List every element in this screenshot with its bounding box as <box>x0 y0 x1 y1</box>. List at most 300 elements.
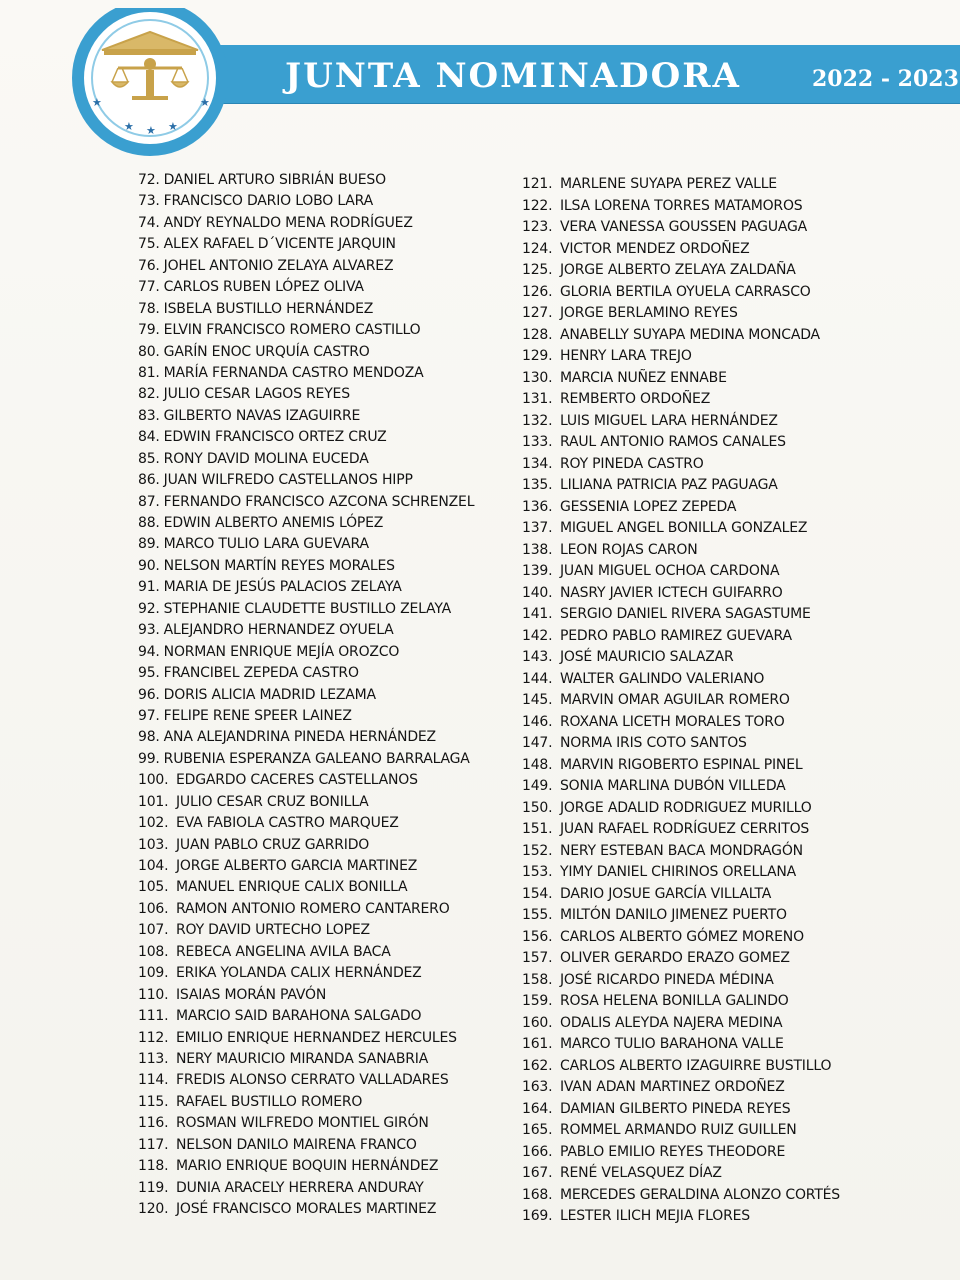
list-item-name: EMILIO ENRIQUE HERNANDEZ HERCULES <box>176 1029 457 1046</box>
list-item-name: MARCIO SAID BARAHONA SALGADO <box>176 1008 422 1025</box>
list-item-name: GESSENIA LOPEZ ZEPEDA <box>560 498 737 515</box>
list-item-name: HENRY LARA TREJO <box>560 348 692 364</box>
list-item-number: 78. <box>138 300 160 317</box>
list-item-name: FERNANDO FRANCISCO AZCONA SCHRENZEL <box>163 493 475 510</box>
list-item-name: NORMA IRIS COTO SANTOS <box>560 735 747 751</box>
list-item <box>522 712 932 734</box>
list-item-number: 137. <box>522 520 553 536</box>
list-item <box>522 497 932 519</box>
list-item-name: MARCIA NUÑEZ ENNABE <box>560 369 727 386</box>
list-item-number: 135. <box>522 477 553 493</box>
list-item <box>138 191 498 212</box>
header-years: 2022 - 2023 <box>812 66 959 92</box>
list-item <box>138 749 498 770</box>
list-item-name: STEPHANIE CLAUDETTE BUSTILLO ZELAYA <box>163 600 451 617</box>
list-item <box>138 899 498 920</box>
list-item <box>138 299 498 320</box>
list-item-name: JORGE ALBERTO ZELAYA ZALDAÑA <box>560 262 796 278</box>
list-item-number: 126. <box>522 283 553 300</box>
list-item-name: ALEX RAFAEL D´VICENTE JARQUIN <box>163 236 396 253</box>
list-item-name: EDWIN FRANCISCO ORTEZ CRUZ <box>163 429 387 446</box>
list-item-number: 116. <box>138 1115 169 1132</box>
list-item-name: ODALIS ALEYDA NAJERA MEDINA <box>560 1014 783 1031</box>
list-item <box>522 884 932 906</box>
list-item-number: 109. <box>138 965 169 982</box>
list-item <box>138 1178 498 1199</box>
list-item <box>138 856 498 877</box>
list-item <box>138 1199 498 1220</box>
list-item <box>522 862 932 884</box>
list-item <box>522 561 932 583</box>
list-item <box>522 239 932 261</box>
list-item <box>522 389 932 411</box>
list-item-number: 86. <box>138 472 160 489</box>
list-item-number: 151. <box>522 821 553 837</box>
list-item-name: ANDY REYNALDO MENA RODRÍGUEZ <box>163 214 413 231</box>
list-item-number: 158. <box>522 971 553 988</box>
candidate-list-right <box>522 174 932 1228</box>
list-item-name: MARCO TULIO LARA GUEVARA <box>163 536 369 553</box>
list-item-name: YIMY DANIEL CHIRINOS ORELLANA <box>560 864 797 880</box>
list-item <box>522 475 932 497</box>
svg-text:★: ★ <box>168 120 178 133</box>
list-item <box>138 513 498 534</box>
list-item-name: JORGE ADALID RODRIGUEZ MURILLO <box>560 799 812 816</box>
list-item <box>522 1185 932 1207</box>
list-item <box>138 577 498 598</box>
list-item-number: 133. <box>522 434 553 450</box>
list-item-name: ISAIAS MORÁN PAVÓN <box>176 986 327 1003</box>
list-item <box>138 963 498 984</box>
list-item-name: JORGE ALBERTO GARCIA MARTINEZ <box>176 858 418 874</box>
list-item-number: 102. <box>138 815 169 832</box>
list-item <box>138 256 498 277</box>
list-item-name: ALEJANDRO HERNANDEZ OYUELA <box>163 622 394 639</box>
list-item-number: 142. <box>522 627 553 644</box>
list-item <box>138 320 498 341</box>
list-item-name: NELSON MARTÍN REYES MORALES <box>163 557 395 574</box>
list-item-number: 140. <box>522 584 553 601</box>
list-item-name: FREDIS ALONSO CERRATO VALLADARES <box>176 1072 449 1089</box>
list-item <box>522 798 932 820</box>
list-item <box>138 470 498 491</box>
list-item-number: 119. <box>138 1179 169 1196</box>
list-item <box>522 325 932 347</box>
list-item-name: NELSON DANILO MAIRENA FRANCO <box>176 1136 417 1153</box>
list-item-number: 92. <box>138 600 160 617</box>
list-item <box>522 604 932 626</box>
list-item <box>138 1135 498 1156</box>
list-item-name: JOHEL ANTONIO ZELAYA ALVAREZ <box>163 257 394 274</box>
list-item <box>138 1113 498 1134</box>
list-item-number: 154. <box>522 885 553 902</box>
list-item-number: 121. <box>522 176 553 192</box>
list-item-name: LILIANA PATRICIA PAZ PAGUAGA <box>560 477 778 493</box>
list-item-name: ROSMAN WILFREDO MONTIEL GIRÓN <box>176 1115 429 1132</box>
list-item-number: 85. <box>138 450 160 467</box>
list-item-name: EVA FABIOLA CASTRO MARQUEZ <box>176 815 399 832</box>
list-item-number: 127. <box>522 305 553 321</box>
list-item-number: 162. <box>522 1057 553 1074</box>
list-item-name: REMBERTO ORDOÑEZ <box>560 391 711 407</box>
list-item <box>522 1034 932 1056</box>
list-item-name: VERA VANESSA GOUSSEN PAGUAGA <box>560 219 808 235</box>
list-item-number: 72. <box>138 172 160 188</box>
list-item-name: ERIKA YOLANDA CALIX HERNÁNDEZ <box>176 965 422 982</box>
list-item-number: 128. <box>522 326 553 343</box>
list-item <box>138 384 498 405</box>
list-item-number: 89. <box>138 536 160 553</box>
list-item-number: 97. <box>138 707 160 724</box>
list-item <box>522 776 932 798</box>
list-item <box>522 755 932 777</box>
list-item-number: 81. <box>138 364 160 381</box>
list-item <box>522 626 932 648</box>
list-item <box>522 1142 932 1164</box>
list-item <box>138 1006 498 1027</box>
list-item-number: 117. <box>138 1136 169 1153</box>
list-item-number: 159. <box>522 993 553 1009</box>
list-item <box>522 905 932 927</box>
list-item-name: NASRY JAVIER ICTECH GUIFARRO <box>560 584 783 601</box>
list-item <box>522 583 932 605</box>
list-item <box>138 342 498 363</box>
list-item-number: 139. <box>522 563 553 579</box>
list-item-name: LEON ROJAS CARON <box>560 541 698 558</box>
list-item-number: 167. <box>522 1165 553 1181</box>
list-item-name: SERGIO DANIEL RIVERA SAGASTUME <box>560 606 811 622</box>
list-item-number: 148. <box>522 756 553 773</box>
list-item-name: GLORIA BERTILA OYUELA CARRASCO <box>560 283 811 300</box>
list-item-number: 95. <box>138 665 160 682</box>
list-item-number: 123. <box>522 219 553 235</box>
list-item-name: GARÍN ENOC URQUÍA CASTRO <box>163 343 370 360</box>
list-item-number: 129. <box>522 348 553 364</box>
list-item-name: DARIO JOSUE GARCÍA VILLALTA <box>560 885 772 902</box>
svg-text:★: ★ <box>146 124 156 137</box>
list-item-number: 168. <box>522 1186 553 1203</box>
list-item <box>522 1206 932 1228</box>
list-item <box>138 599 498 620</box>
list-item-name: JOSÉ RICARDO PINEDA MÉDINA <box>560 971 774 988</box>
list-item-number: 110. <box>138 986 169 1003</box>
list-item-name: LUIS MIGUEL LARA HERNÁNDEZ <box>560 412 778 429</box>
list-item <box>522 819 932 841</box>
list-item-number: 99. <box>138 750 160 767</box>
list-item-number: 122. <box>522 197 553 214</box>
list-item-number: 160. <box>522 1014 553 1031</box>
list-item-name: RAUL ANTONIO RAMOS CANALES <box>560 434 786 450</box>
list-item-name: MILTÓN DANILO JIMENEZ PUERTO <box>560 907 787 923</box>
list-item-name: DUNIA ARACELY HERRERA ANDURAY <box>176 1179 424 1196</box>
list-item-number: 87. <box>138 493 160 510</box>
svg-text:★: ★ <box>124 120 134 133</box>
list-item-name: RUBENIA ESPERANZA GALEANO BARRALAGA <box>163 750 470 767</box>
list-item-number: 100. <box>138 772 169 789</box>
candidate-list-left <box>138 170 498 1220</box>
list-item-name: DANIEL ARTURO SIBRIÁN BUESO <box>163 172 386 188</box>
list-item-number: 152. <box>522 842 553 859</box>
list-item-name: MIGUEL ANGEL BONILLA GONZALEZ <box>560 520 808 536</box>
list-item-name: MARCO TULIO BARAHONA VALLE <box>560 1036 784 1052</box>
list-item-number: 76. <box>138 257 160 274</box>
list-item-number: 93. <box>138 622 160 639</box>
list-item-name: RENÉ VELASQUEZ DÍAZ <box>560 1165 722 1181</box>
list-item-number: 101. <box>138 793 169 810</box>
list-item <box>138 277 498 298</box>
list-item-name: DAMIAN GILBERTO PINEDA REYES <box>560 1100 791 1117</box>
list-item-name: MANUEL ENRIQUE CALIX BONILLA <box>176 879 408 896</box>
list-item-number: 146. <box>522 713 553 730</box>
list-item-number: 131. <box>522 391 553 407</box>
list-item-number: 91. <box>138 579 160 596</box>
list-item-number: 145. <box>522 692 553 708</box>
list-item <box>522 1077 932 1099</box>
list-item-number: 134. <box>522 455 553 472</box>
list-item <box>138 363 498 384</box>
list-item-name: JOSÉ MAURICIO SALAZAR <box>560 649 734 665</box>
list-item <box>138 642 498 663</box>
list-item-number: 143. <box>522 649 553 665</box>
list-item-name: PEDRO PABLO RAMIREZ GUEVARA <box>560 627 792 644</box>
list-item-name: ISBELA BUSTILLO HERNÁNDEZ <box>163 300 374 317</box>
list-item-name: MARLENE SUYAPA PEREZ VALLE <box>560 176 777 192</box>
list-item <box>522 432 932 454</box>
list-item <box>138 792 498 813</box>
list-item-number: 79. <box>138 322 160 339</box>
list-item-name: JUAN PABLO CRUZ GARRIDO <box>176 836 370 853</box>
list-item <box>522 217 932 239</box>
list-item-number: 163. <box>522 1079 553 1095</box>
list-item-number: 84. <box>138 429 160 446</box>
list-item-name: WALTER GALINDO VALERIANO <box>560 670 765 687</box>
list-item-name: ILSA LORENA TORRES MATAMOROS <box>560 197 803 214</box>
list-item <box>138 985 498 1006</box>
list-item-name: CARLOS RUBEN LÓPEZ OLIVA <box>163 279 364 296</box>
list-item-number: 83. <box>138 407 160 424</box>
list-item-name: SONIA MARLINA DUBÓN VILLEDA <box>560 778 786 794</box>
list-item-number: 115. <box>138 1093 169 1110</box>
list-item <box>522 669 932 691</box>
list-item <box>138 685 498 706</box>
list-item <box>138 1049 498 1070</box>
list-item <box>138 813 498 834</box>
list-item-number: 75. <box>138 236 160 253</box>
list-item <box>138 877 498 898</box>
list-item <box>522 690 932 712</box>
list-item-number: 96. <box>138 686 160 703</box>
list-item-name: RONY DAVID MOLINA EUCEDA <box>163 450 369 467</box>
list-item-name: MERCEDES GERALDINA ALONZO CORTÉS <box>560 1186 840 1203</box>
list-item-number: 77. <box>138 279 160 296</box>
list-item-name: ROY PINEDA CASTRO <box>560 455 704 472</box>
list-item <box>138 449 498 470</box>
list-item <box>522 1099 932 1121</box>
list-item-name: RAMON ANTONIO ROMERO CANTARERO <box>176 900 450 917</box>
list-item <box>138 706 498 727</box>
list-item <box>522 518 932 540</box>
list-item-number: 120. <box>138 1201 169 1217</box>
scales-of-justice-logo-icon <box>62 8 252 168</box>
list-item-number: 90. <box>138 557 160 574</box>
list-item-name: NERY ESTEBAN BACA MONDRAGÓN <box>560 842 803 859</box>
list-item-number: 103. <box>138 836 169 853</box>
list-item <box>522 196 932 218</box>
list-item-number: 141. <box>522 606 553 622</box>
list-item-number: 155. <box>522 907 553 923</box>
list-item-name: FELIPE RENE SPEER LAINEZ <box>163 707 352 724</box>
svg-text:★: ★ <box>92 96 102 109</box>
list-item-number: 156. <box>522 928 553 945</box>
list-item <box>522 282 932 304</box>
list-item <box>138 213 498 234</box>
list-item-number: 105. <box>138 879 169 896</box>
list-item-number: 161. <box>522 1036 553 1052</box>
list-item <box>138 492 498 513</box>
list-item <box>522 1056 932 1078</box>
list-item-number: 114. <box>138 1072 169 1089</box>
list-item-number: 106. <box>138 900 169 917</box>
list-item <box>138 620 498 641</box>
list-item-number: 164. <box>522 1100 553 1117</box>
list-item-name: GILBERTO NAVAS IZAGUIRRE <box>163 407 361 424</box>
list-item-name: MARÍA FERNANDA CASTRO MENDOZA <box>163 364 424 381</box>
list-item-name: EDWIN ALBERTO ANEMIS LÓPEZ <box>163 515 384 531</box>
list-item-name: JULIO CESAR CRUZ BONILLA <box>176 793 369 810</box>
list-item-name: FRANCISCO DARIO LOBO LARA <box>163 193 373 210</box>
list-item-number: 125. <box>522 262 553 278</box>
list-item-name: ROMMEL ARMANDO RUIZ GUILLEN <box>560 1122 797 1138</box>
list-item <box>522 948 932 970</box>
list-item-name: VICTOR MENDEZ ORDOÑEZ <box>560 240 750 257</box>
list-item-number: 113. <box>138 1050 169 1067</box>
list-item <box>138 534 498 555</box>
list-item-name: IVAN ADAN MARTINEZ ORDOÑEZ <box>560 1079 785 1095</box>
list-item-name: NERY MAURICIO MIRANDA SANABRIA <box>176 1050 429 1067</box>
list-item-number: 124. <box>522 240 553 257</box>
header-title: JUNTA NOMINADORA <box>285 56 741 96</box>
list-item <box>522 970 932 992</box>
list-item <box>522 733 932 755</box>
list-item-number: 74. <box>138 214 160 231</box>
list-item <box>522 1013 932 1035</box>
svg-text:★: ★ <box>200 96 210 109</box>
list-item-number: 73. <box>138 193 160 210</box>
list-item <box>138 234 498 255</box>
list-item-number: 82. <box>138 386 160 403</box>
list-item-name: PABLO EMILIO REYES THEODORE <box>560 1143 786 1160</box>
list-item-number: 80. <box>138 343 160 360</box>
list-item-name: ROXANA LICETH MORALES TORO <box>560 713 785 730</box>
list-item-name: REBECA ANGELINA AVILA BACA <box>176 943 391 960</box>
list-item <box>522 174 932 196</box>
list-item-name: NORMAN ENRIQUE MEJÍA OROZCO <box>163 643 400 660</box>
list-item-name: RAFAEL BUSTILLO ROMERO <box>176 1093 363 1110</box>
list-item-number: 107. <box>138 922 169 939</box>
list-item-name: JUAN MIGUEL OCHOA CARDONA <box>560 563 780 579</box>
list-item <box>138 942 498 963</box>
list-item-number: 104. <box>138 858 169 874</box>
list-item <box>522 841 932 863</box>
list-item-name: ANA ALEJANDRINA PINEDA HERNÁNDEZ <box>163 729 436 746</box>
list-item <box>138 770 498 791</box>
list-item-number: 153. <box>522 864 553 880</box>
list-item-number: 169. <box>522 1208 553 1224</box>
list-item-name: JORGE BERLAMINO REYES <box>560 305 738 321</box>
list-item <box>138 1092 498 1113</box>
list-item-name: EDGARDO CACERES CASTELLANOS <box>176 772 418 789</box>
list-item-name: CARLOS ALBERTO GÓMEZ MORENO <box>560 928 804 945</box>
list-item-number: 112. <box>138 1029 169 1046</box>
list-item <box>138 427 498 448</box>
list-item-number: 88. <box>138 515 160 531</box>
list-item-name: JULIO CESAR LAGOS REYES <box>163 386 350 403</box>
list-item <box>522 454 932 476</box>
list-item-number: 118. <box>138 1158 169 1175</box>
list-item-number: 94. <box>138 643 160 660</box>
list-item-number: 138. <box>522 541 553 558</box>
list-item-name: ELVIN FRANCISCO ROMERO CASTILLO <box>163 322 421 339</box>
list-item <box>138 406 498 427</box>
list-item-name: MARVIN OMAR AGUILAR ROMERO <box>560 692 790 708</box>
list-item <box>522 260 932 282</box>
list-item <box>522 927 932 949</box>
list-item <box>138 835 498 856</box>
list-item <box>522 346 932 368</box>
list-item-name: MARIO ENRIQUE BOQUIN HERNÁNDEZ <box>176 1158 439 1175</box>
list-item-name: OLIVER GERARDO ERAZO GOMEZ <box>560 950 790 966</box>
list-item-number: 111. <box>138 1008 169 1025</box>
list-item <box>138 920 498 941</box>
list-item <box>138 1156 498 1177</box>
list-item <box>138 663 498 684</box>
list-item-number: 166. <box>522 1143 553 1160</box>
list-item-name: FRANCIBEL ZEPEDA CASTRO <box>163 665 359 682</box>
list-item <box>522 1120 932 1142</box>
list-item-number: 136. <box>522 498 553 515</box>
list-item-number: 98. <box>138 729 160 746</box>
list-item-name: MARIA DE JESÚS PALACIOS ZELAYA <box>163 579 402 596</box>
list-item-name: JUAN RAFAEL RODRÍGUEZ CERRITOS <box>560 821 810 837</box>
list-item <box>522 1163 932 1185</box>
list-item-number: 165. <box>522 1122 553 1138</box>
list-item <box>522 368 932 390</box>
list-item-name: JUAN WILFREDO CASTELLANOS HIPP <box>163 472 413 489</box>
list-item <box>138 1028 498 1049</box>
list-item <box>522 411 932 433</box>
list-item <box>522 303 932 325</box>
list-item-number: 132. <box>522 412 553 429</box>
list-item <box>138 727 498 748</box>
list-item-number: 130. <box>522 369 553 386</box>
list-item-number: 150. <box>522 799 553 816</box>
list-item-name: ROY DAVID URTECHO LOPEZ <box>176 922 370 939</box>
list-item-name: ANABELLY SUYAPA MEDINA MONCADA <box>560 326 820 343</box>
list-item-number: 149. <box>522 778 553 794</box>
list-item-number: 144. <box>522 670 553 687</box>
list-item <box>138 170 498 191</box>
list-item-name: LESTER ILICH MEJIA FLORES <box>560 1208 750 1224</box>
list-item-number: 157. <box>522 950 553 966</box>
list-item-name: JOSÉ FRANCISCO MORALES MARTINEZ <box>176 1201 437 1217</box>
list-item <box>522 540 932 562</box>
list-item <box>138 1070 498 1091</box>
list-item-number: 147. <box>522 735 553 751</box>
list-item <box>522 991 932 1013</box>
list-item-number: 108. <box>138 943 169 960</box>
list-item <box>138 556 498 577</box>
list-item <box>522 647 932 669</box>
